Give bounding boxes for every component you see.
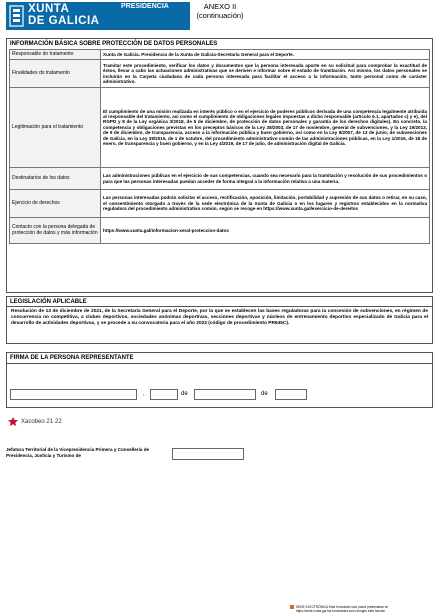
row-value: Tramitar este procedimiento, verificar los datos y documentos que la persona interesada aporte en su solicitud para comprobar la exactitud de éstos, llevar a cabo las actuaciones administrativas que se deriven e informar sobre el estado de tramitación. Así mismo, los datos personales se incluirán en la Carpeta ciudadana de cada persona interesada para facilitar el acceso a la información, tanto personal como de carácter administrativo.	[101, 60, 430, 88]
legislation-title: LEGISLACIÓN APLICABLE	[10, 299, 87, 305]
logo-line1: XUNTA	[28, 3, 70, 15]
data-protection-table	[9, 49, 430, 244]
row-value: https://www.xunta.gal/informacion-xeral-proteccion-datos	[101, 218, 430, 244]
year-input[interactable]	[275, 389, 307, 400]
month-input[interactable]	[194, 389, 256, 400]
data-protection-title: INFORMACIÓN BÁSICA SOBRE PROTECCIÓN DE DATOS PERSONALES	[10, 41, 218, 47]
legislation-section	[6, 296, 433, 344]
xunta-logo	[6, 2, 118, 30]
department-banner	[118, 2, 190, 30]
table-row	[10, 168, 430, 190]
xacobeo-logo	[8, 417, 108, 429]
comma-separator: ,	[143, 391, 145, 397]
annex-subtitle: (continuación)	[196, 10, 244, 20]
sede-electronica-icon	[290, 605, 294, 609]
row-label: Ejercicio de derechos	[10, 190, 101, 218]
divider	[7, 363, 432, 364]
row-value: Las personas interesadas podrán solicitar el acceso, rectificación, oposición, limitación, portabilidad y supresión de sus datos o retirar, en su caso, el consentimiento otorgado a través de la sede electrónica de la Xunta de Galicia o en los lugares y registros establecidos en la normativa reguladora del procedimiento administrativo común, según se recoge en https://www.xunta.gal/exercicio-de-dereitos	[101, 190, 430, 218]
department-code-input[interactable]	[172, 448, 244, 460]
row-label: Legitimación para el tratamiento	[10, 88, 101, 168]
row-value: Las administraciones públicas en el ejercicio de sus competencias, cuando sea necesario para la tramitación y resolución de sus procedimientos o para que las personas interesadas puedan acceder de forma integral a la información relativa a una materia.	[101, 168, 430, 190]
xacobeo-emblem-icon	[8, 417, 18, 428]
row-value: El cumplimiento de una misión realizada en interés público o en el ejercicio de poderes públicos derivada de una competencia legalmente atribuida al responsable del tratamiento, así como el cumplimiento de obligaciones legales impuestas a dicho responsable (artículo 6.1, apartados c) y e), del RGPD y 8 de la Ley orgánica 3/2018, de 5 de diciembre, de protección de datos personales y garantía de los derechos digitales). En concreto, la competencia y obligaciones previstas en los preceptos básicos de la Ley 38/2003, de 17 de noviembre, general de subvenciones, y la Ley 19/2013, de 9 de diciembre, de transparencia, acceso a la información pública y buen gobierno, así como en la Ley 9/2007, de 13 de junio, de subvenciones de Galicia, en la Ley 39/2015, de 1 de octubre, del procedimiento administrativo común de las administraciones públicas, en la Ley 1/2016, de 18 de enero, de transparencia y buen gobierno, y en la Ley 4/2019, de 17 de julio, de administración digital de Galicia.	[101, 88, 430, 168]
xunta-logo-text	[28, 3, 99, 27]
xunta-shield-icon	[9, 5, 24, 27]
footer-department: Jefatura Territorial de la Vicepresidencia Primera y Consellería de Presidencia, Justicia y Turismo de	[6, 447, 150, 458]
signature-title: FIRMA DE LA PERSONA REPRESENTANTE	[10, 355, 134, 361]
row-value: Xunta de Galicia. Presidencia de la Xunta de Galicia-Secretaría General para el Deporte.	[101, 50, 430, 60]
table-row	[10, 88, 430, 168]
table-row	[10, 60, 430, 88]
data-protection-section	[6, 38, 433, 293]
day-input[interactable]	[150, 389, 178, 400]
annex-heading	[188, 3, 252, 20]
logo-line2: DE GALICIA	[28, 15, 100, 27]
de-label-1: de	[181, 391, 188, 397]
table-row	[10, 190, 430, 218]
table-row	[10, 50, 430, 60]
table-row	[10, 218, 430, 244]
de-label-2: de	[261, 391, 268, 397]
place-input[interactable]	[10, 389, 137, 400]
row-label: Destinatarios de los datos	[10, 168, 101, 190]
footer-sede-note	[296, 605, 436, 613]
legislation-text: Resolución de 13 de diciembre de 2021, de la Secretaría General para el Deporte, por la que se establecen las bases reguladoras para la concesión de subvenciones, en régimen de concurrencia no competitiva, a clubes deportivos, sociedades anónimas deportivas, secciones deportivas y núcleos de entrenamiento deportivo especializado de Galicia para el desarrollo de actividades deportivas, y se procede a su convocatoria para el año 2022 (código de procedimiento PR945C).	[11, 309, 428, 326]
department-label: PRESIDENCIA	[121, 3, 169, 10]
sede-note-line1: SEDE ELECTRÓNICA Este formulario solo podrá presentarse en	[296, 605, 389, 609]
sede-note-line2: https://sede.xunta.gal los formularios solo recogen esta función	[296, 609, 386, 613]
signature-section	[6, 352, 433, 408]
annex-title: ANEXO II	[203, 2, 237, 11]
row-label: Finalidades do tratamento	[10, 60, 101, 88]
xacobeo-label: Xacobeo 21·22	[21, 419, 62, 425]
row-label: Contacto con la persona delegada de protección de datos y más información	[10, 218, 101, 244]
row-label: Responsable do tratamento	[10, 50, 101, 60]
